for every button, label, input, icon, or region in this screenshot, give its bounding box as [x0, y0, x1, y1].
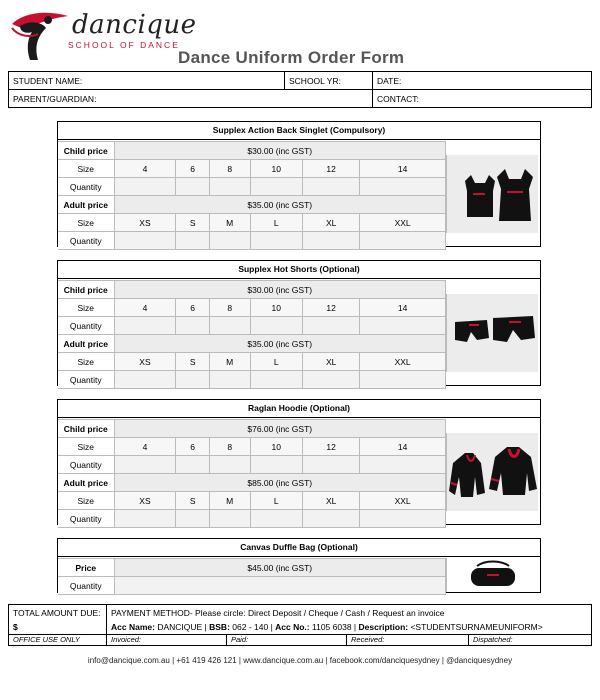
quantity-input[interactable]	[303, 317, 360, 335]
quantity-input[interactable]	[360, 232, 446, 250]
size-cell: 6	[176, 299, 209, 317]
quantity-label: Quantity	[58, 456, 114, 474]
student-info-table	[8, 71, 592, 108]
quantity-input[interactable]	[176, 510, 209, 528]
size-cell: L	[250, 492, 303, 510]
size-cell: 8	[209, 299, 250, 317]
order-grid	[58, 558, 446, 595]
product-title: Raglan Hoodie (Optional)	[58, 400, 540, 418]
product-singlet	[57, 121, 541, 247]
quantity-input[interactable]	[250, 317, 303, 335]
product-raglan-hoodie	[57, 399, 541, 525]
form-title: Dance Uniform Order Form	[178, 48, 405, 67]
size-cell: 14	[360, 299, 446, 317]
paid-field: Paid:	[227, 635, 347, 646]
price-label: Price	[58, 559, 114, 577]
adult-price-value: $85.00 (inc GST)	[114, 474, 446, 492]
brand-name: dancique	[72, 10, 197, 40]
product-title: Canvas Duffle Bag (Optional)	[58, 539, 540, 557]
size-cell: M	[209, 353, 250, 371]
size-label: Size	[58, 160, 114, 178]
quantity-input[interactable]	[176, 456, 209, 474]
adult-price-label: Adult price	[58, 335, 114, 353]
parent-guardian-field[interactable]: PARENT/GUARDIAN:	[9, 90, 373, 108]
bank-details: Acc Name: DANCIQUE | BSB: 062 - 140 | Acc No.: 1105 6038 | Description: <STUDENTSURNAMEUNIFORM>	[107, 621, 592, 635]
quantity-label: Quantity	[58, 232, 114, 250]
header	[8, 6, 592, 68]
quantity-input[interactable]	[250, 371, 303, 389]
duffle-bag-icon	[447, 558, 539, 592]
size-cell: 14	[360, 438, 446, 456]
quantity-label: Quantity	[58, 371, 114, 389]
singlet-photo	[446, 155, 538, 233]
payment-method-text[interactable]: PAYMENT METHOD- Please circle: Direct Deposit / Cheque / Cash / Request an invoice	[107, 605, 592, 621]
dispatched-field: Dispatched:	[469, 635, 592, 646]
quantity-input[interactable]	[114, 232, 176, 250]
size-cell: 6	[176, 160, 209, 178]
size-cell: M	[209, 492, 250, 510]
child-price-value: $30.00 (inc GST)	[114, 142, 446, 160]
size-cell: 8	[209, 160, 250, 178]
student-name-field[interactable]: STUDENT NAME:	[9, 72, 285, 90]
size-cell: S	[176, 353, 209, 371]
quantity-input[interactable]	[114, 178, 176, 196]
quantity-input[interactable]	[176, 178, 209, 196]
quantity-input[interactable]	[303, 456, 360, 474]
hoodie-icon	[447, 433, 539, 511]
quantity-input[interactable]	[360, 371, 446, 389]
total-amount-label: TOTAL AMOUNT DUE:	[9, 605, 107, 621]
order-grid	[58, 141, 446, 250]
order-grid	[58, 280, 446, 389]
quantity-input[interactable]	[250, 510, 303, 528]
size-cell: 14	[360, 160, 446, 178]
invoiced-field: Invoiced:	[107, 635, 227, 646]
size-cell: 10	[250, 160, 303, 178]
price-value: $45.00 (inc GST)	[114, 559, 446, 577]
size-cell: S	[176, 492, 209, 510]
size-label: Size	[58, 353, 114, 371]
size-cell: XS	[114, 214, 176, 232]
child-price-value: $30.00 (inc GST)	[114, 281, 446, 299]
child-price-value: $76.00 (inc GST)	[114, 420, 446, 438]
child-price-label: Child price	[58, 420, 114, 438]
product-duffle-bag	[57, 538, 541, 593]
child-price-label: Child price	[58, 281, 114, 299]
quantity-label: Quantity	[58, 510, 114, 528]
product-hot-shorts	[57, 260, 541, 386]
quantity-input[interactable]	[114, 456, 176, 474]
size-cell: XL	[303, 353, 360, 371]
size-label: Size	[58, 492, 114, 510]
size-cell: 10	[250, 299, 303, 317]
quantity-input[interactable]	[360, 456, 446, 474]
quantity-input[interactable]	[114, 510, 176, 528]
quantity-input[interactable]	[303, 178, 360, 196]
quantity-input[interactable]	[114, 371, 176, 389]
school-year-field[interactable]: SCHOOL YR:	[285, 72, 373, 90]
quantity-input[interactable]	[303, 232, 360, 250]
size-cell: 12	[303, 299, 360, 317]
date-field[interactable]: DATE:	[373, 72, 592, 90]
quantity-input[interactable]	[176, 232, 209, 250]
size-cell: XS	[114, 492, 176, 510]
size-cell: 8	[209, 438, 250, 456]
quantity-input[interactable]	[209, 317, 250, 335]
quantity-input[interactable]	[303, 510, 360, 528]
received-field: Received:	[347, 635, 469, 646]
size-cell: 6	[176, 438, 209, 456]
brand-subtitle: SCHOOL OF DANCE	[68, 40, 180, 50]
quantity-input[interactable]	[209, 456, 250, 474]
dancer-silhouette-icon	[8, 6, 78, 62]
size-cell: XS	[114, 353, 176, 371]
size-cell: XXL	[360, 492, 446, 510]
quantity-input[interactable]	[209, 510, 250, 528]
size-cell: 4	[114, 438, 176, 456]
adult-price-value: $35.00 (inc GST)	[114, 335, 446, 353]
quantity-input[interactable]	[360, 317, 446, 335]
size-cell: L	[250, 353, 303, 371]
contact-field[interactable]: CONTACT:	[373, 90, 592, 108]
quantity-input[interactable]	[360, 510, 446, 528]
order-grid	[58, 419, 446, 528]
quantity-input[interactable]	[209, 232, 250, 250]
quantity-input[interactable]	[176, 371, 209, 389]
size-cell: XL	[303, 214, 360, 232]
size-cell: 4	[114, 299, 176, 317]
quantity-input[interactable]	[209, 371, 250, 389]
adult-price-value: $35.00 (inc GST)	[114, 196, 446, 214]
quantity-label: Quantity	[58, 317, 114, 335]
quantity-input[interactable]	[209, 178, 250, 196]
shorts-photo	[446, 294, 538, 372]
duffle-bag-photo	[446, 558, 538, 592]
adult-price-label: Adult price	[58, 474, 114, 492]
size-cell: XL	[303, 492, 360, 510]
product-title: Supplex Hot Shorts (Optional)	[58, 261, 540, 279]
size-cell: 12	[303, 438, 360, 456]
product-title: Supplex Action Back Singlet (Compulsory)	[58, 122, 540, 140]
quantity-input[interactable]	[250, 178, 303, 196]
size-label: Size	[58, 438, 114, 456]
size-cell: XXL	[360, 214, 446, 232]
quantity-input[interactable]	[303, 371, 360, 389]
quantity-input[interactable]	[250, 456, 303, 474]
singlet-icon	[447, 155, 539, 233]
size-cell: L	[250, 214, 303, 232]
quantity-input[interactable]	[114, 577, 446, 595]
size-cell: M	[209, 214, 250, 232]
quantity-input[interactable]	[360, 178, 446, 196]
quantity-label: Quantity	[58, 577, 114, 595]
shorts-icon	[447, 294, 539, 372]
size-cell: XXL	[360, 353, 446, 371]
size-label: Size	[58, 299, 114, 317]
size-label: Size	[58, 214, 114, 232]
adult-price-label: Adult price	[58, 196, 114, 214]
quantity-input[interactable]	[250, 232, 303, 250]
quantity-label: Quantity	[58, 178, 114, 196]
size-cell: 12	[303, 160, 360, 178]
size-cell: 10	[250, 438, 303, 456]
total-amount-field[interactable]: $	[9, 621, 107, 635]
contact-footer: info@dancique.com.au | +61 419 426 121 | www.dancique.com.au | facebook.com/danciquesydney | @danciquesydney	[87, 656, 513, 665]
office-use-label: OFFICE USE ONLY	[9, 635, 107, 646]
hoodie-photo	[446, 433, 538, 511]
child-price-label: Child price	[58, 142, 114, 160]
size-cell: S	[176, 214, 209, 232]
quantity-input[interactable]	[114, 317, 176, 335]
size-cell: 4	[114, 160, 176, 178]
quantity-input[interactable]	[176, 317, 209, 335]
payment-table	[8, 604, 592, 646]
